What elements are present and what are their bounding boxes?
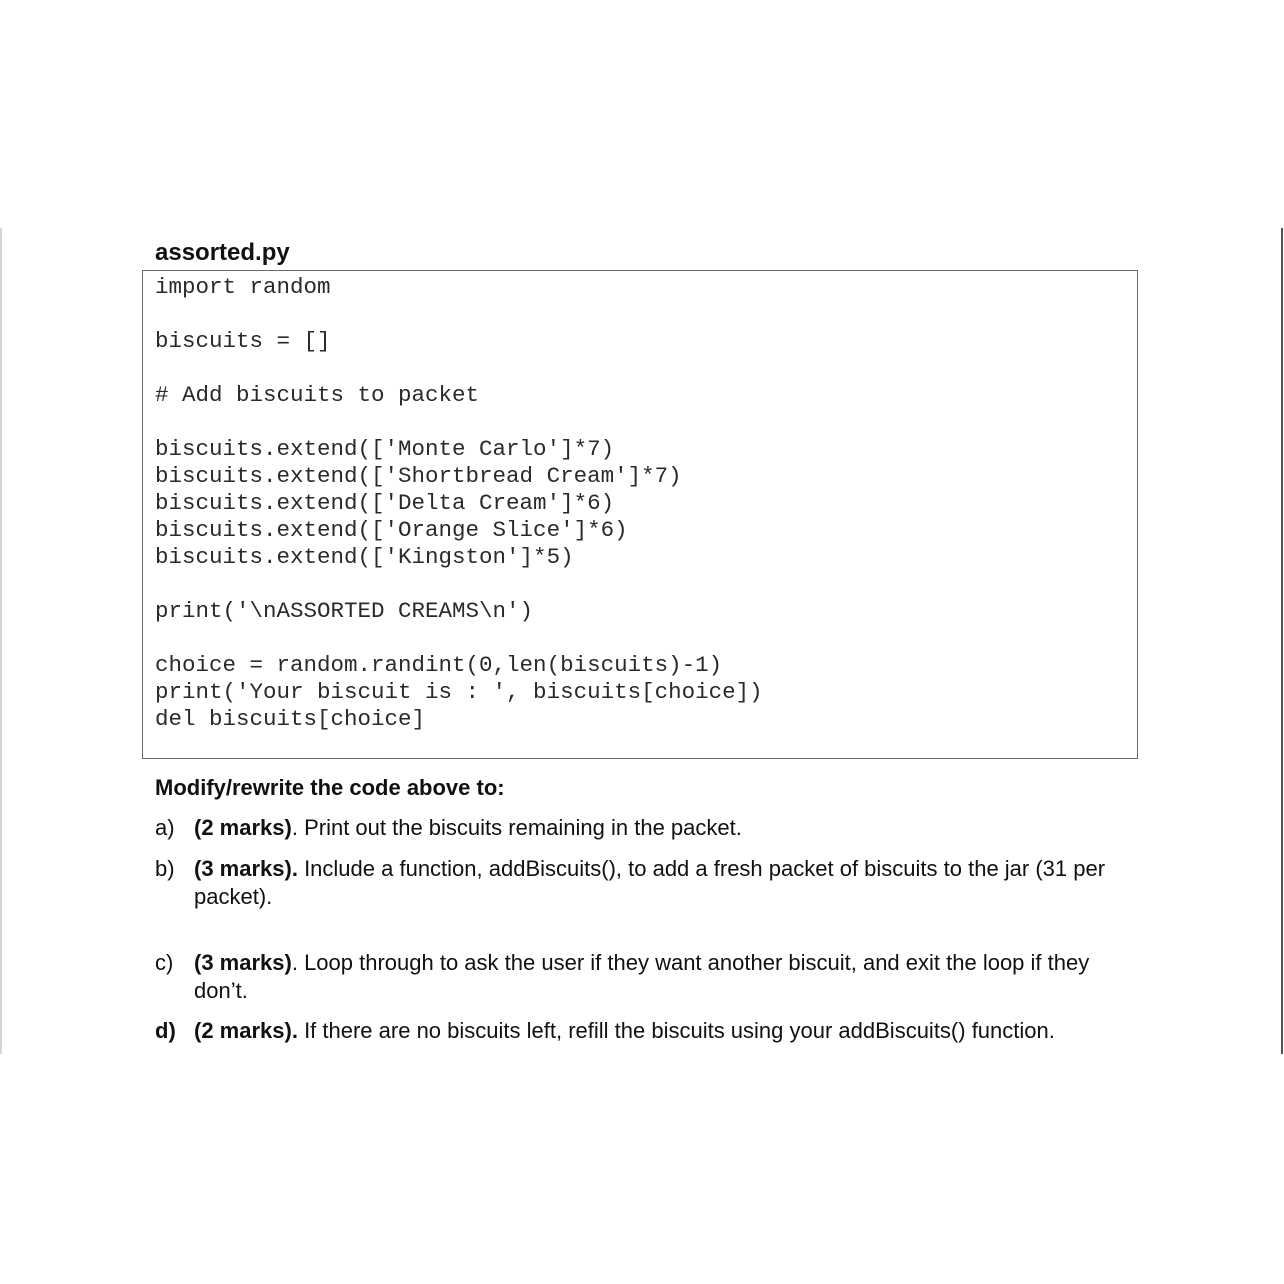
page-edge-left [0, 228, 2, 1054]
code-line: biscuits.extend(['Delta Cream']*6) [155, 490, 615, 516]
question-marks: (2 marks). [194, 1018, 298, 1043]
code-line: biscuits.extend(['Orange Slice']*6) [155, 517, 628, 543]
code-line: choice = random.randint(0,len(biscuits)-1) [155, 652, 723, 678]
question-letter: b) [155, 856, 175, 881]
question-body [194, 855, 1134, 911]
instructions-heading: Modify/rewrite the code above to: [155, 775, 505, 800]
code-line: print('Your biscuit is : ', biscuits[choice]) [155, 679, 763, 705]
question-body [194, 949, 1134, 1005]
code-line: # Add biscuits to packet [155, 382, 480, 408]
code-line: biscuits.extend(['Shortbread Cream']*7) [155, 463, 682, 489]
question-text: . Loop through to ask the user if they want another biscuit, and exit the loop if they don’t. [194, 950, 1090, 1003]
code-line: biscuits.extend(['Monte Carlo']*7) [155, 436, 615, 462]
question-body [194, 1017, 1134, 1045]
code-line: biscuits.extend(['Kingston']*5) [155, 544, 574, 570]
question-letter: c) [155, 950, 174, 975]
question-marks: (3 marks) [194, 950, 292, 975]
code-line: biscuits = [] [155, 328, 331, 354]
question-letter: d) [155, 1018, 176, 1043]
question-text: . Print out the biscuits remaining in the packet. [291, 815, 742, 840]
code-listing [142, 270, 1138, 759]
question-marks: (2 marks) [194, 815, 292, 840]
question-letter: a) [155, 815, 175, 840]
code-line: print('\nASSORTED CREAMS\n') [155, 598, 534, 624]
question-text: Include a function, addBiscuits(), to add a fresh packet of biscuits to the jar (31 per packet). [194, 856, 1106, 909]
file-title: assorted.py [155, 239, 290, 266]
code-line: import random [155, 274, 331, 300]
question-text: If there are no biscuits left, refill the biscuits using your addBiscuits() function. [297, 1018, 1055, 1043]
question-marks: (3 marks). [194, 856, 298, 881]
code-line: del biscuits[choice] [155, 706, 426, 732]
question-body [194, 814, 1134, 842]
page-edge-right [1281, 228, 1283, 1054]
